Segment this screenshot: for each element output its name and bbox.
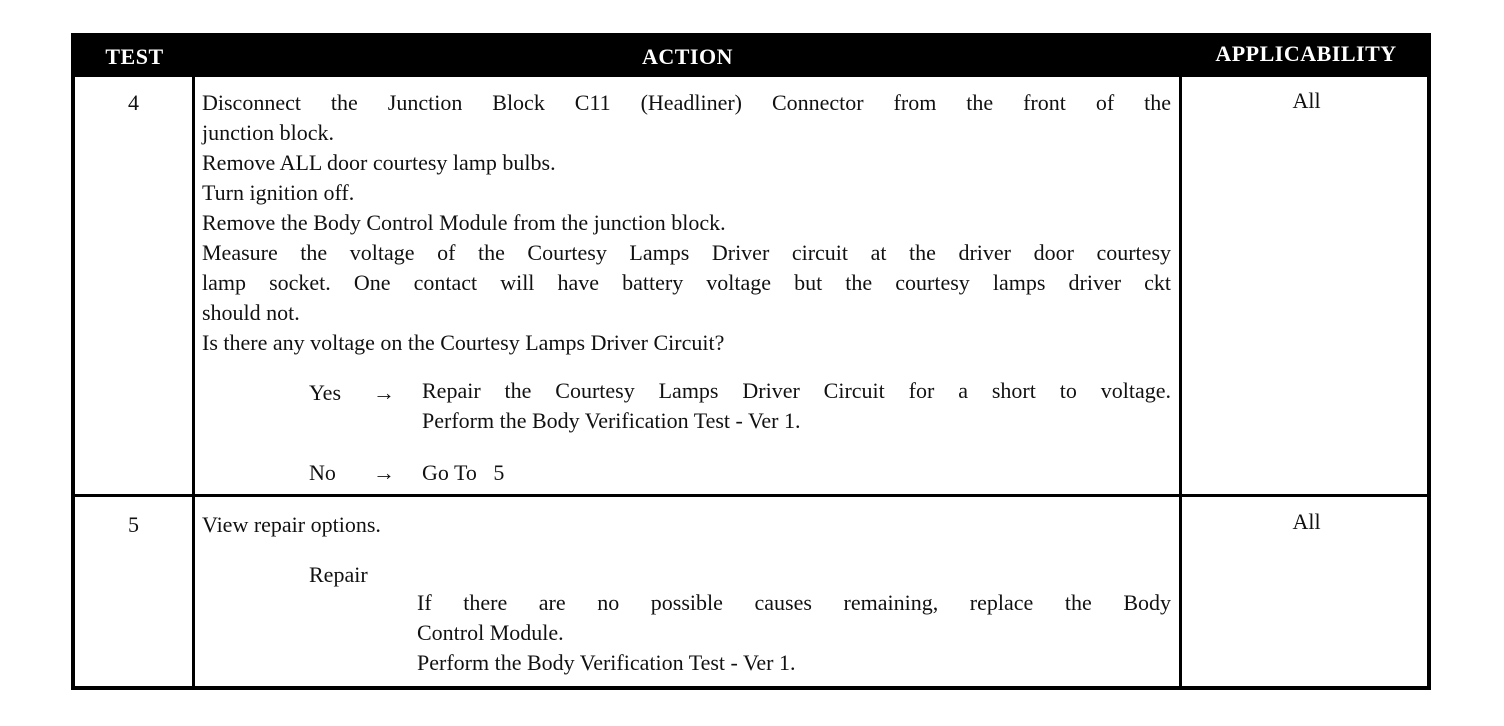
repair-label: Repair (309, 562, 368, 587)
action-line: Is there any voltage on the Courtesy Lamps Driver Circuit? (202, 330, 725, 355)
result-line: Perform the Body Verification Test - Ver 1. (422, 408, 801, 433)
action-steps (202, 88, 1171, 358)
action-line: junction block. (202, 120, 334, 145)
action-line: Remove ALL door courtesy lamp bulbs. (202, 150, 556, 175)
applicability-value: All (1292, 509, 1321, 534)
action-line: Turn ignition off. (202, 180, 355, 205)
row-divider (75, 494, 1427, 497)
repair-instructions (417, 588, 1171, 678)
diagnostic-table (71, 33, 1431, 690)
option-label: Yes (309, 380, 342, 405)
header-test: TEST (105, 44, 164, 69)
action-steps (202, 510, 1171, 540)
option-result (422, 376, 1171, 436)
column-divider (1179, 37, 1182, 686)
repair-line: If there are no possible causes remaining, replace the Body (417, 590, 1171, 615)
table-header (75, 37, 1427, 77)
repair-line: Control Module. (417, 620, 564, 645)
arrow-icon: → (373, 380, 395, 405)
test-number: 5 (128, 512, 139, 537)
action-line: lamp socket. One contact will have battery voltage but the courtesy lamps driver ckt (202, 270, 1171, 295)
header-applicability: APPLICABILITY (1215, 41, 1397, 66)
option-label: No (309, 460, 336, 485)
action-line: Measure the voltage of the Courtesy Lamps Driver circuit at the driver door courtesy (202, 240, 1171, 265)
option-result: Go To 5 (422, 460, 505, 485)
test-number: 4 (128, 90, 139, 115)
applicability-value: All (1292, 88, 1321, 113)
result-line: Repair the Courtesy Lamps Driver Circuit for a short to voltage. (422, 378, 1171, 403)
action-line: should not. (202, 300, 300, 325)
column-divider (192, 37, 195, 686)
action-line: Remove the Body Control Module from the junction block. (202, 210, 726, 235)
repair-line: Perform the Body Verification Test - Ver 1. (417, 650, 796, 675)
arrow-icon: → (373, 460, 395, 485)
action-line: View repair options. (202, 512, 381, 537)
header-action: ACTION (641, 44, 733, 69)
action-line: Disconnect the Junction Block C11 (Headliner) Connector from the front of the (202, 90, 1171, 115)
